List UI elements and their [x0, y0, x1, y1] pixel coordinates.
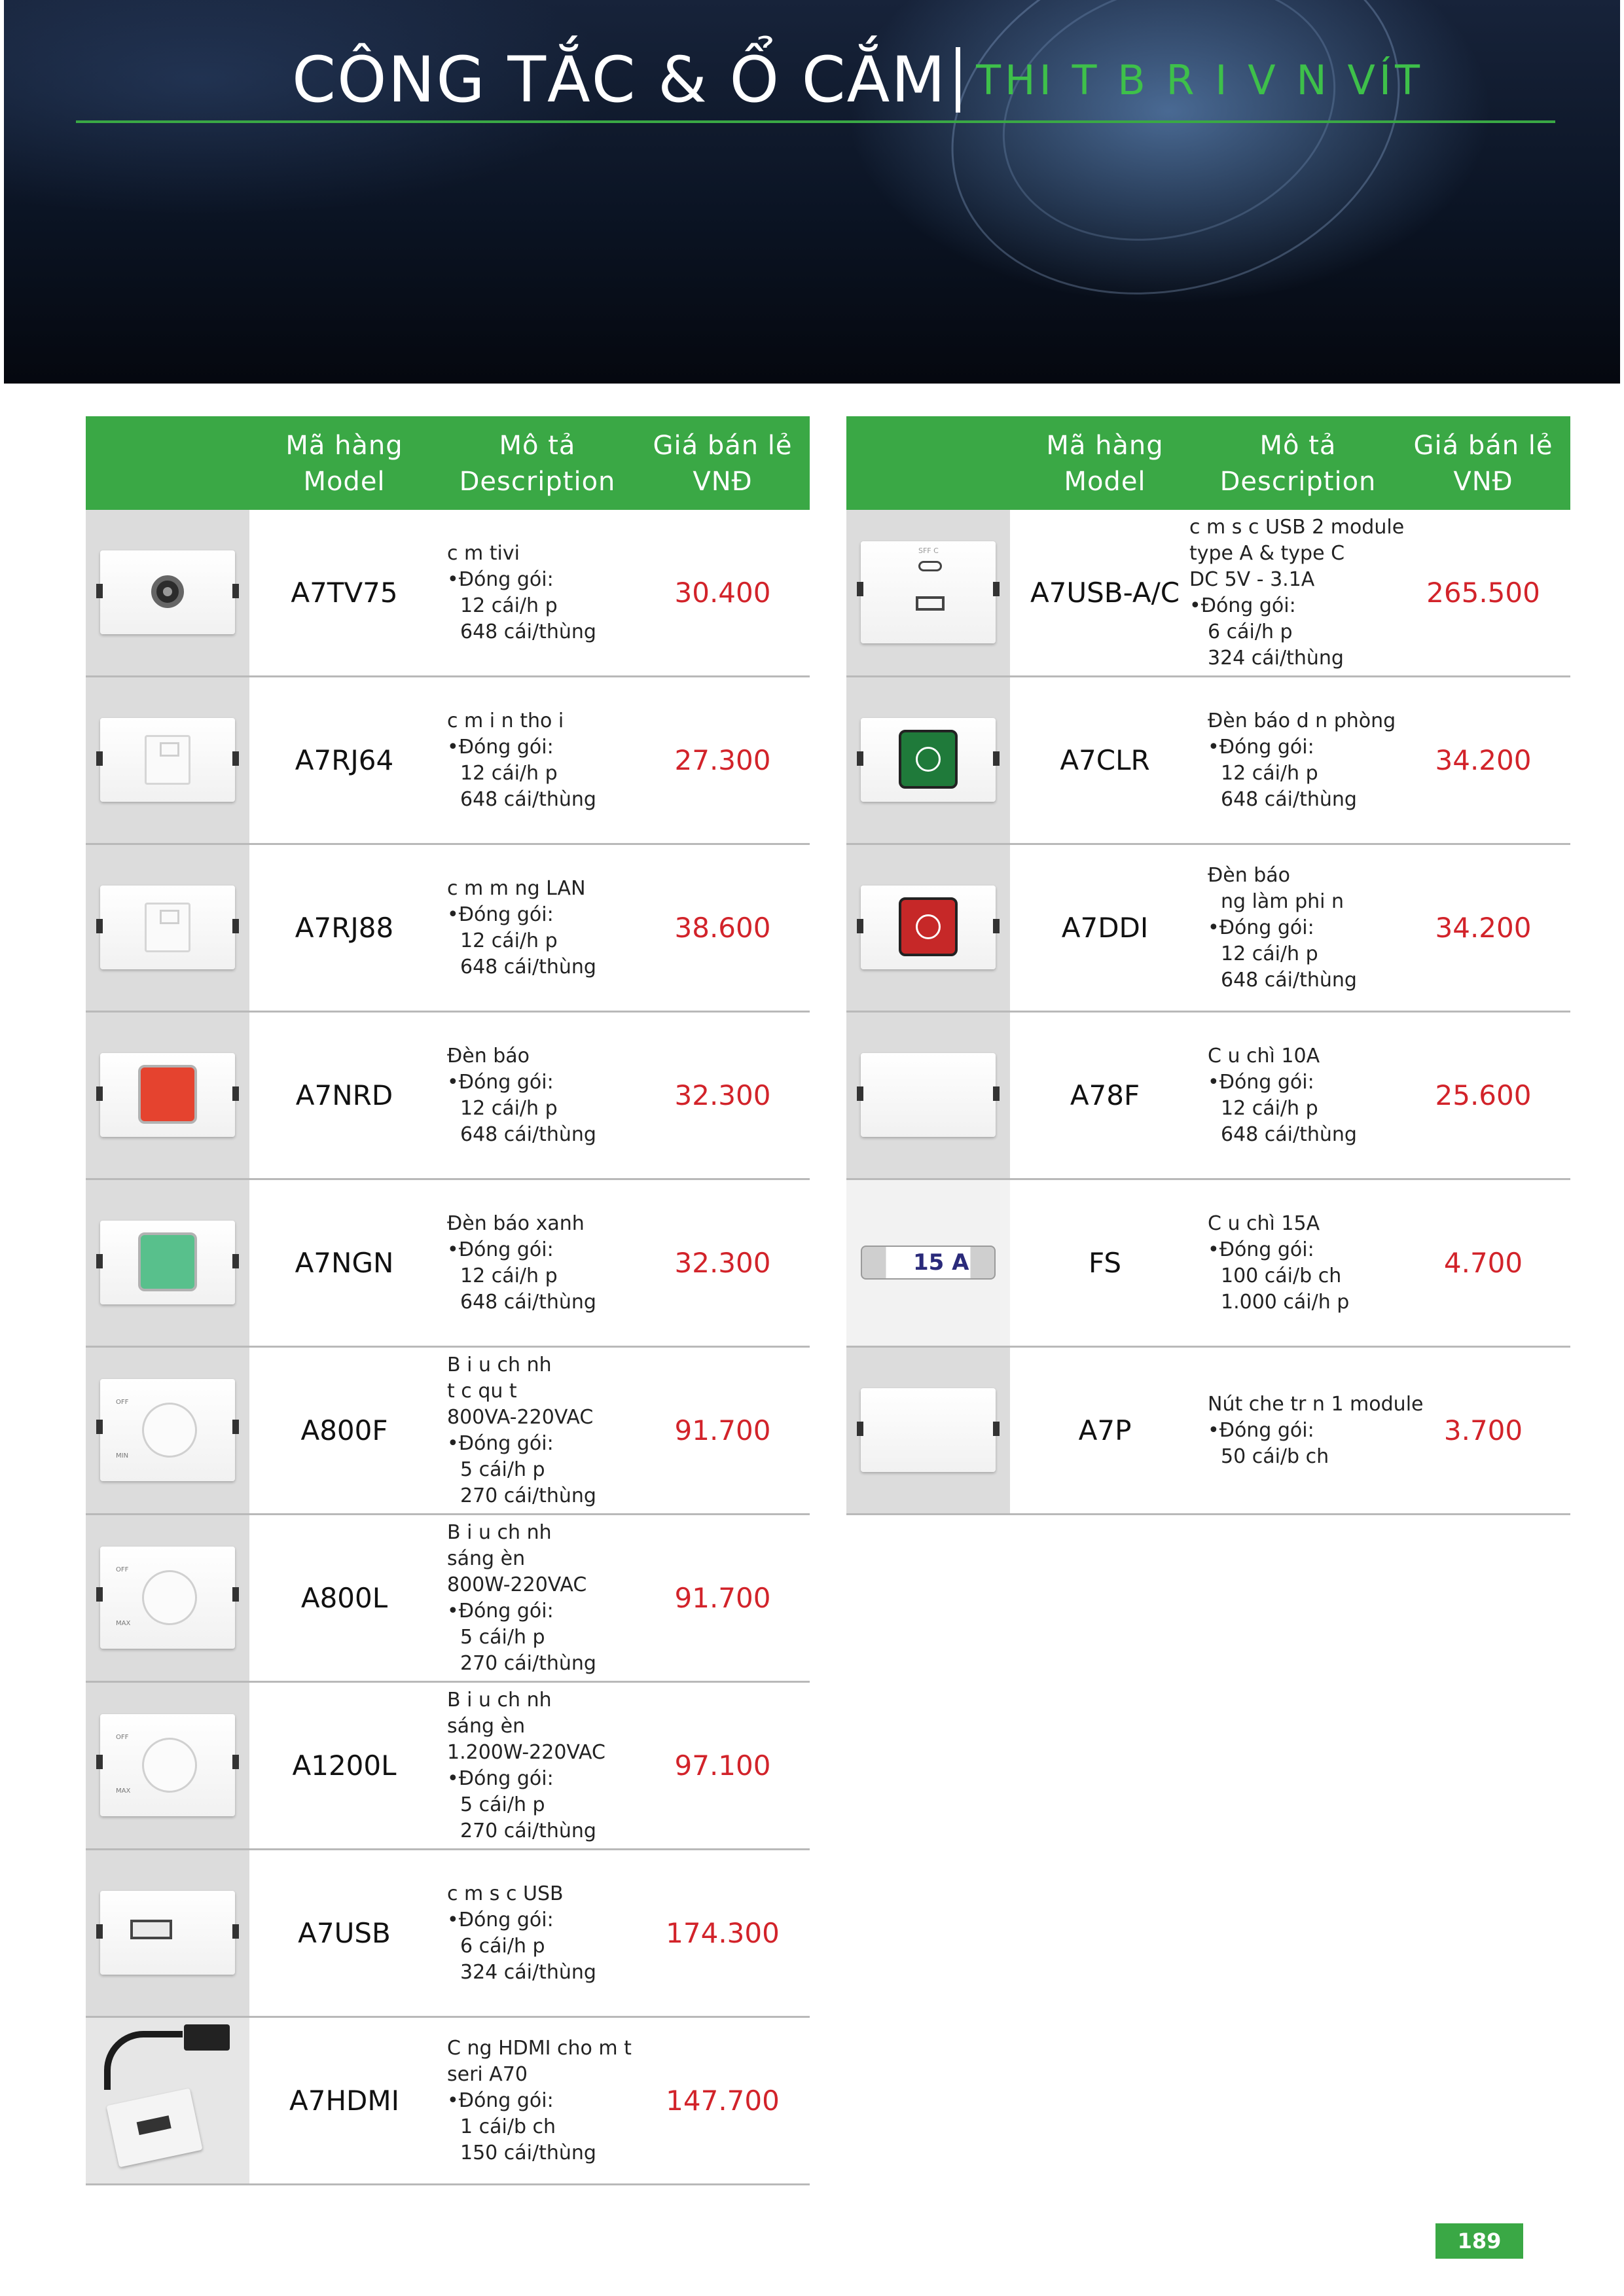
dial-knob	[142, 1570, 197, 1625]
product-image	[86, 2018, 249, 2183]
column-model-en: Model	[303, 467, 386, 497]
desc-line: Nút che tr n 1 module	[1208, 1392, 1424, 1416]
description	[439, 677, 649, 843]
usb-c-port-icon	[918, 561, 942, 571]
desc-line: type A & type C	[1189, 541, 1345, 565]
product-image	[86, 677, 249, 843]
retail-price: 4.700	[1443, 1247, 1523, 1279]
dial-off-label: OFF	[116, 1734, 129, 1741]
model-code: A7RJ88	[295, 912, 394, 944]
desc-line: 12 cái/h p	[1221, 1096, 1318, 1120]
light-dimmer-large-icon	[100, 1714, 235, 1816]
fan-dimmer-icon	[100, 1379, 235, 1481]
column-model	[249, 428, 439, 500]
product-image	[846, 677, 1010, 843]
model-code: FS	[1088, 1247, 1122, 1279]
column-price-en: VNĐ	[693, 467, 753, 497]
desc-line: 150 cái/thùng	[460, 2141, 596, 2164]
dial-knob	[142, 1738, 197, 1793]
desc-line: 50 cái/b ch	[1221, 1444, 1329, 1468]
desc-line: •Đóng gói:	[1189, 594, 1296, 617]
fuse-holder-icon	[861, 1053, 996, 1137]
desc-line: 648 cái/thùng	[1221, 787, 1357, 811]
description	[439, 510, 649, 675]
desc-line: 324 cái/thùng	[460, 1960, 596, 1984]
desc-line: 6 cái/h p	[460, 1934, 545, 1958]
product-image	[846, 845, 1010, 1011]
table-row	[86, 1683, 810, 1850]
table-header	[86, 416, 810, 510]
column-price-vi: Giá bán lẻ	[653, 431, 793, 461]
table-row	[846, 1180, 1570, 1348]
retail-price: 27.300	[674, 744, 771, 776]
fuse-cartridge-icon	[861, 1246, 996, 1280]
model-code: A7RJ64	[295, 744, 394, 776]
retail-price: 3.700	[1443, 1414, 1523, 1446]
title-main: CÔNG TẮC & Ổ CẮM	[292, 43, 947, 117]
product-image	[86, 845, 249, 1011]
dial-knob	[142, 1403, 197, 1458]
table-row	[86, 1515, 810, 1683]
product-image	[86, 1348, 249, 1513]
column-model-en: Model	[1064, 467, 1146, 497]
desc-line: C u chì 10A	[1208, 1044, 1320, 1067]
desc-line: 800VA-220VAC	[447, 1405, 594, 1429]
page-title	[292, 34, 1424, 126]
table-row	[86, 1850, 810, 2018]
price-table-right	[846, 416, 1570, 1515]
product-image	[846, 510, 1010, 675]
title-divider	[956, 47, 960, 113]
description	[439, 1515, 649, 1681]
desc-line: Đèn báo xanh	[447, 1211, 585, 1235]
desc-line: C u chì 15A	[1208, 1211, 1320, 1235]
product-image	[86, 1180, 249, 1346]
desc-line: •Đóng gói:	[1208, 1070, 1314, 1094]
header-rule	[76, 120, 1555, 123]
model-code: A7TV75	[291, 577, 398, 609]
desc-line: 1 cái/b ch	[460, 2115, 556, 2138]
desc-line: •Đóng gói:	[1208, 916, 1314, 939]
description	[439, 1180, 649, 1346]
product-image	[86, 1013, 249, 1178]
table-row	[846, 677, 1570, 845]
desc-line: •Đóng gói:	[447, 1070, 554, 1094]
light-dimmer-icon	[100, 1547, 235, 1649]
model-code: A7USB-A/C	[1030, 577, 1180, 609]
table-row	[86, 845, 810, 1013]
description	[1200, 845, 1409, 1011]
desc-line: Đèn báo	[447, 1044, 530, 1067]
table-row	[86, 2018, 810, 2185]
column-description	[439, 428, 636, 500]
desc-line: 270 cái/thùng	[460, 1819, 596, 1842]
price-table-left	[86, 416, 810, 2185]
retail-price: 32.300	[674, 1247, 771, 1279]
column-desc-en: Description	[459, 467, 616, 497]
column-model	[1010, 428, 1200, 500]
model-code: A7USB	[298, 1917, 391, 1949]
red-indicator-icon	[100, 1053, 235, 1137]
description	[1189, 510, 1409, 675]
desc-line: c m tivi	[447, 541, 520, 565]
lan-socket-icon	[100, 886, 235, 969]
desc-line: •Đóng gói:	[447, 1238, 554, 1261]
desc-line: •Đóng gói:	[447, 735, 554, 759]
desc-line: 12 cái/h p	[1221, 942, 1318, 965]
fuse-rating-label: 15 A	[913, 1249, 969, 1276]
retail-price: 174.300	[666, 1917, 780, 1949]
table-row	[86, 1180, 810, 1348]
model-code: A7DDI	[1061, 912, 1149, 944]
description	[1200, 1348, 1424, 1513]
description	[1200, 1180, 1409, 1346]
column-model-vi: Mã hàng	[285, 431, 403, 461]
desc-line: 648 cái/thùng	[460, 620, 596, 643]
desc-line: 648 cái/thùng	[1221, 968, 1357, 992]
desc-line: 1.000 cái/h p	[1221, 1290, 1350, 1314]
description	[439, 1348, 649, 1513]
desc-line: •Đóng gói:	[1208, 735, 1314, 759]
desc-line: 5 cái/h p	[460, 1793, 545, 1816]
usb-charger-icon	[100, 1891, 235, 1975]
column-price	[1396, 428, 1570, 500]
desc-line: sáng èn	[447, 1714, 526, 1738]
desc-line: •Đóng gói:	[447, 1908, 554, 1931]
desc-line: •Đóng gói:	[447, 903, 554, 926]
desc-line: •Đóng gói:	[447, 2089, 554, 2112]
column-desc-vi: Mô tả	[1259, 431, 1337, 461]
product-image	[846, 1348, 1010, 1513]
desc-line: 12 cái/h p	[460, 1096, 558, 1120]
desc-line: 324 cái/thùng	[1208, 646, 1344, 670]
desc-line: sáng èn	[447, 1547, 526, 1570]
desc-line: 12 cái/h p	[460, 761, 558, 785]
desc-line: DC 5V - 3.1A	[1189, 567, 1315, 591]
usb-c-label: SFF C	[918, 547, 939, 555]
desc-line: C ng HDMI cho m t	[447, 2036, 632, 2060]
desc-line: 12 cái/h p	[460, 1264, 558, 1287]
table-row	[846, 1348, 1570, 1515]
desc-line: •Đóng gói:	[1208, 1418, 1314, 1442]
description	[439, 2018, 649, 2183]
desc-line: 6 cái/h p	[1208, 620, 1293, 643]
page-number: 189	[1435, 2223, 1523, 2259]
usb-a-port-icon	[916, 596, 945, 611]
retail-price: 34.200	[1435, 744, 1532, 776]
model-code: A7P	[1078, 1414, 1132, 1446]
desc-line: 648 cái/thùng	[460, 955, 596, 978]
retail-price: 265.500	[1426, 577, 1540, 609]
desc-line: B i u ch nh	[447, 1688, 552, 1712]
desc-line: 12 cái/h p	[460, 929, 558, 952]
retail-price: 25.600	[1435, 1079, 1532, 1111]
table-row	[846, 845, 1570, 1013]
product-image	[86, 1515, 249, 1681]
column-desc-vi: Mô tả	[499, 431, 576, 461]
retail-price: 38.600	[674, 912, 771, 944]
model-code: A800L	[300, 1582, 388, 1614]
retail-price: 147.700	[666, 2085, 780, 2117]
desc-line: 648 cái/thùng	[1221, 1122, 1357, 1146]
table-row	[86, 510, 810, 677]
desc-line: 5 cái/h p	[460, 1458, 545, 1481]
desc-line: 648 cái/thùng	[460, 787, 596, 811]
model-code: A7HDMI	[289, 2085, 399, 2117]
product-image	[86, 510, 249, 675]
retail-price: 34.200	[1435, 912, 1532, 944]
do-not-disturb-indicator-icon	[861, 886, 996, 969]
column-model-vi: Mã hàng	[1046, 431, 1164, 461]
model-code: A1200L	[292, 1749, 397, 1782]
title-subtitle: THI T B R I V N VÍT	[976, 56, 1424, 104]
desc-line: seri A70	[447, 2062, 528, 2086]
desc-line: 1.200W-220VAC	[447, 1740, 605, 1764]
dial-min-label: MIN	[116, 1452, 129, 1460]
column-description	[1200, 428, 1396, 500]
desc-line: t c qu t	[447, 1379, 517, 1403]
description	[1200, 677, 1409, 843]
table-row	[846, 1013, 1570, 1180]
retail-price: 97.100	[674, 1749, 771, 1782]
clean-room-indicator-icon	[861, 718, 996, 802]
model-code: A800F	[300, 1414, 388, 1446]
retail-price: 30.400	[674, 577, 771, 609]
desc-line: Đèn báo	[1208, 863, 1291, 887]
desc-line: •Đóng gói:	[1208, 1238, 1314, 1261]
model-code: A78F	[1070, 1079, 1140, 1111]
table-row	[86, 677, 810, 845]
tv-socket-icon	[100, 550, 235, 634]
retail-price: 91.700	[674, 1582, 771, 1614]
description	[439, 1013, 649, 1178]
desc-line: 800W-220VAC	[447, 1573, 587, 1596]
desc-line: B i u ch nh	[447, 1520, 552, 1544]
product-image	[86, 1683, 249, 1848]
desc-line: c m s c USB 2 module	[1189, 515, 1405, 539]
product-image	[86, 1850, 249, 2016]
table-row	[86, 1348, 810, 1515]
product-image	[846, 1180, 1010, 1346]
desc-line: 100 cái/b ch	[1221, 1264, 1342, 1287]
column-desc-en: Description	[1219, 467, 1377, 497]
model-code: A7CLR	[1060, 744, 1150, 776]
desc-line: c m s c USB	[447, 1882, 564, 1905]
desc-line: 648 cái/thùng	[460, 1122, 596, 1146]
desc-line: •Đóng gói:	[447, 1599, 554, 1623]
desc-line: 12 cái/h p	[1221, 761, 1318, 785]
desc-line: •Đóng gói:	[447, 1431, 554, 1455]
desc-line: 270 cái/thùng	[460, 1484, 596, 1507]
dial-off-label: OFF	[116, 1566, 129, 1573]
desc-line: 5 cái/h p	[460, 1625, 545, 1649]
desc-line: c m i n tho i	[447, 709, 564, 732]
table-row	[86, 1013, 810, 1180]
desc-line: 12 cái/h p	[460, 594, 558, 617]
dial-off-label: OFF	[116, 1399, 129, 1406]
dial-max-label: MAX	[116, 1787, 131, 1795]
green-indicator-icon	[100, 1221, 235, 1304]
desc-line: B i u ch nh	[447, 1353, 552, 1376]
blank-cover-icon	[861, 1388, 996, 1472]
desc-line: •Đóng gói:	[447, 1767, 554, 1790]
description	[439, 845, 649, 1011]
phone-socket-icon	[100, 718, 235, 802]
table-header	[846, 416, 1570, 510]
desc-line: Đèn báo d n phòng	[1208, 709, 1396, 732]
desc-line: •Đóng gói:	[447, 567, 554, 591]
retail-price: 91.700	[674, 1414, 771, 1446]
model-code: A7NRD	[295, 1079, 393, 1111]
table-row	[846, 510, 1570, 677]
retail-price: 32.300	[674, 1079, 771, 1111]
column-price	[636, 428, 810, 500]
desc-line: c m m ng LAN	[447, 876, 586, 900]
product-image	[846, 1013, 1010, 1178]
description	[1200, 1013, 1409, 1178]
column-price-vi: Giá bán lẻ	[1413, 431, 1553, 461]
usb-ac-charger-icon	[861, 541, 996, 643]
desc-line: 270 cái/thùng	[460, 1651, 596, 1675]
description	[439, 1850, 649, 2016]
header-banner	[4, 0, 1620, 384]
description	[439, 1683, 649, 1848]
dial-max-label: MAX	[116, 1620, 131, 1627]
column-price-en: VNĐ	[1453, 467, 1513, 497]
model-code: A7NGN	[295, 1247, 394, 1279]
desc-line: 648 cái/thùng	[460, 1290, 596, 1314]
desc-line: ng làm phi n	[1221, 889, 1344, 913]
